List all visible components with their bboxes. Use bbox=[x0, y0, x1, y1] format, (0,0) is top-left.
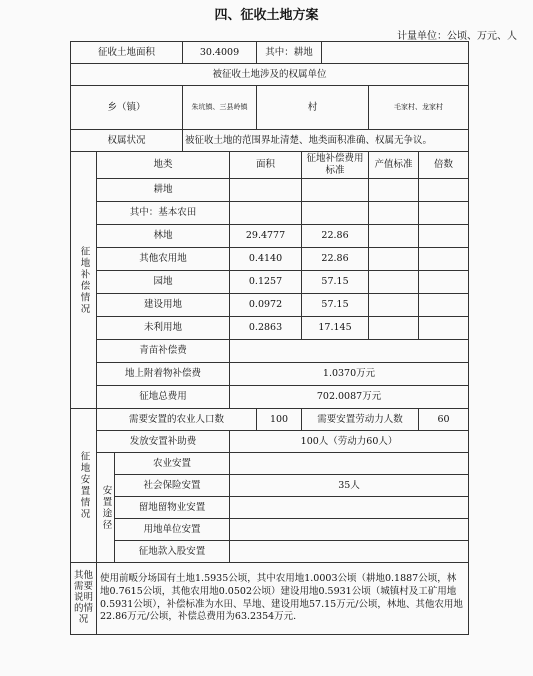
land-multiple bbox=[419, 225, 469, 248]
labor-label: 需要安置劳动力人数 bbox=[302, 409, 419, 431]
way-label: 安置途径 bbox=[97, 453, 115, 563]
land-area: 0.2863 bbox=[230, 317, 302, 340]
units-title: 被征收土地涉及的权属单位 bbox=[71, 64, 469, 86]
land-area bbox=[230, 179, 302, 202]
col-type: 地类 bbox=[97, 152, 230, 179]
land-type: 园地 bbox=[97, 271, 230, 294]
unit-note: 计量单位：公顷、万元、人 bbox=[397, 31, 517, 42]
col-output: 产值标准 bbox=[369, 152, 419, 179]
of-which-label: 其中：耕地 bbox=[257, 42, 322, 64]
land-std bbox=[302, 179, 369, 202]
land-area bbox=[230, 202, 302, 225]
way-item: 农业安置 bbox=[115, 453, 230, 475]
land-output bbox=[369, 225, 419, 248]
attachments-label: 地上附着物补偿费 bbox=[97, 363, 230, 386]
ownership-label: 权属状况 bbox=[71, 130, 183, 152]
young-crops-value bbox=[230, 340, 469, 363]
land-area: 0.1257 bbox=[230, 271, 302, 294]
way-value: 35人 bbox=[230, 475, 469, 497]
land-area: 29.4777 bbox=[230, 225, 302, 248]
land-std: 22.86 bbox=[302, 225, 369, 248]
way-value bbox=[230, 519, 469, 541]
land-multiple bbox=[419, 317, 469, 340]
land-multiple bbox=[419, 179, 469, 202]
resettle-side-label: 征地安置情况 bbox=[71, 409, 97, 563]
land-std: 17.145 bbox=[302, 317, 369, 340]
way-value bbox=[230, 453, 469, 475]
land-multiple bbox=[419, 248, 469, 271]
land-output bbox=[369, 179, 419, 202]
land-multiple bbox=[419, 271, 469, 294]
way-item: 用地单位安置 bbox=[115, 519, 230, 541]
pop-label: 需要安置的农业人口数 bbox=[97, 409, 257, 431]
land-type: 其他农用地 bbox=[97, 248, 230, 271]
labor-value: 60 bbox=[419, 409, 469, 431]
table-row bbox=[71, 294, 469, 317]
land-type: 建设用地 bbox=[97, 294, 230, 317]
land-type: 耕地 bbox=[97, 179, 230, 202]
way-value bbox=[230, 497, 469, 519]
other-label: 其他需要说明的情况 bbox=[71, 563, 97, 635]
way-item: 社会保险安置 bbox=[115, 475, 230, 497]
township-label: 乡（镇） bbox=[71, 86, 183, 130]
land-output bbox=[369, 317, 419, 340]
attachments-value: 1.0370万元 bbox=[230, 363, 469, 386]
land-std: 22.86 bbox=[302, 248, 369, 271]
land-area: 0.0972 bbox=[230, 294, 302, 317]
land-output bbox=[369, 294, 419, 317]
table-row bbox=[71, 317, 469, 340]
total-label: 征地总费用 bbox=[97, 386, 230, 409]
table-row bbox=[71, 202, 469, 225]
table-row bbox=[71, 271, 469, 294]
document-title: 四、征收土地方案 bbox=[214, 8, 319, 23]
land-output bbox=[369, 248, 419, 271]
way-item: 征地款入股安置 bbox=[115, 541, 230, 563]
ownership-value: 被征收土地的范围界址清楚、地类面积准确、权属无争议。 bbox=[183, 130, 469, 152]
other-text: 使用前畈分场国有土地1.5935公顷，其中农用地1.0003公顷（耕地0.1887公顷，林地0.7615公顷，其他农用地0.0502公顷）建设用地0.5931公顷（城镇村及工矿用地0.5931公顷），补偿标准为水田、旱地、建设用地57.15万元/公顷，林地、其他农用地22.86万元/公顷，补偿总费用为63.2354万元. bbox=[97, 563, 469, 635]
village-label: 村 bbox=[257, 86, 369, 130]
land-output bbox=[369, 271, 419, 294]
land-multiple bbox=[419, 202, 469, 225]
land-type: 林地 bbox=[97, 225, 230, 248]
land-area: 0.4140 bbox=[230, 248, 302, 271]
land-type: 未利用地 bbox=[97, 317, 230, 340]
area-value: 30.4009 bbox=[183, 42, 257, 64]
of-which-value bbox=[322, 42, 469, 64]
table-row bbox=[71, 225, 469, 248]
col-area: 面积 bbox=[230, 152, 302, 179]
subsidy-value: 100人（劳动力60人） bbox=[230, 431, 469, 453]
land-std: 57.15 bbox=[302, 271, 369, 294]
area-label: 征收土地面积 bbox=[71, 42, 183, 64]
pop-value: 100 bbox=[257, 409, 302, 431]
col-multiple: 倍数 bbox=[419, 152, 469, 179]
land-type: 其中：基本农田 bbox=[97, 202, 230, 225]
col-std: 征地补偿费用标准 bbox=[302, 152, 369, 179]
land-multiple bbox=[419, 294, 469, 317]
land-acquisition-table bbox=[70, 41, 469, 635]
young-crops-label: 青苗补偿费 bbox=[97, 340, 230, 363]
way-value bbox=[230, 541, 469, 563]
land-output bbox=[369, 202, 419, 225]
land-std bbox=[302, 202, 369, 225]
township-value: 朱坑镇、三县岭镇 bbox=[183, 86, 257, 130]
total-value: 702.0087万元 bbox=[230, 386, 469, 409]
village-value: 毛家村、龙家村 bbox=[369, 86, 469, 130]
table-row bbox=[71, 179, 469, 202]
way-item: 留地留物业安置 bbox=[115, 497, 230, 519]
land-std: 57.15 bbox=[302, 294, 369, 317]
table-row bbox=[71, 248, 469, 271]
comp-side-label: 征地补偿情况 bbox=[71, 152, 97, 409]
subsidy-label: 发放安置补助费 bbox=[97, 431, 230, 453]
